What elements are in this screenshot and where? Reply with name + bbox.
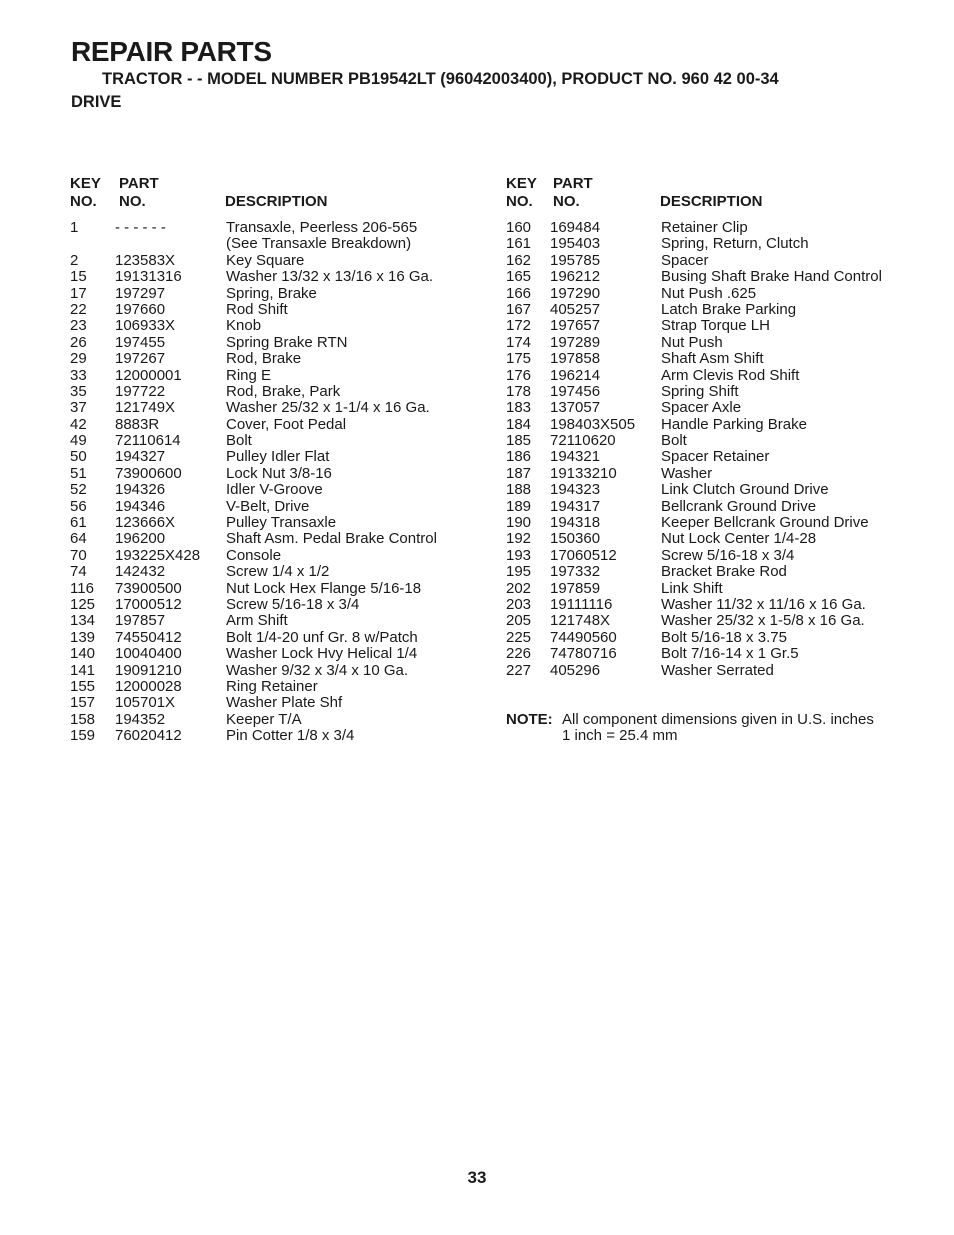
note-line1: All component dimensions given in U.S. inches [562, 711, 874, 728]
description-cell: Pulley Idler Flat [226, 448, 330, 466]
key-no-cell: 35 [70, 382, 87, 400]
part-no-cell: 12000028 [115, 677, 182, 695]
part-no-cell: 17060512 [550, 546, 617, 564]
description-cell: Link Clutch Ground Drive [661, 481, 829, 499]
part-no-cell: 197857 [115, 612, 166, 630]
part-no-cell: 19111116 [550, 595, 613, 613]
description-cell: Console [226, 546, 282, 564]
description-cell: Pulley Transaxle [226, 514, 337, 532]
table-row [506, 564, 926, 580]
parts-table-left [70, 175, 470, 745]
part-no-cell: 197660 [115, 300, 166, 318]
rows-left [70, 220, 470, 745]
key-no-cell: 187 [506, 464, 532, 482]
part-no-cell: 72110614 [115, 432, 181, 450]
table-row [70, 253, 470, 269]
description-cell: Spring Shift [661, 382, 739, 400]
table-row [70, 531, 470, 547]
description-cell: Rod, Brake, Park [226, 382, 341, 400]
part-no-cell: 12000001 [115, 366, 182, 384]
table-row [506, 302, 926, 318]
table-row [70, 302, 470, 318]
part-no-cell: 105701X [115, 694, 176, 712]
part-no-cell: - - - - - - [115, 219, 166, 236]
description-cell: Retainer Clip [661, 219, 748, 236]
part-no-cell: 197332 [550, 563, 601, 581]
key-no-cell: 175 [506, 350, 532, 368]
key-no-cell: 203 [506, 595, 532, 613]
table-row [70, 728, 470, 744]
part-no-cell: 76020412 [115, 727, 182, 745]
part-no-cell: 194346 [115, 497, 166, 515]
table-row [70, 564, 470, 580]
table-row [506, 499, 926, 515]
table-row [506, 417, 926, 433]
part-no-cell: 194352 [115, 710, 166, 728]
table-row [70, 236, 470, 252]
part-no-cell: 74490560 [550, 628, 617, 646]
part-no-cell: 123583X [115, 251, 176, 269]
description-cell: Shaft Asm. Pedal Brake Control [226, 530, 437, 548]
key-no-cell: 116 [70, 579, 94, 597]
description-cell: Screw 1/4 x 1/2 [226, 563, 330, 581]
key-no-cell: 52 [70, 481, 87, 499]
table-row [506, 220, 926, 236]
table-row [70, 581, 470, 597]
key-no-cell: 158 [70, 710, 96, 728]
part-no-cell: 197290 [550, 284, 601, 302]
description-cell: Lock Nut 3/8-16 [226, 464, 332, 482]
description-cell: (See Transaxle Breakdown) [226, 235, 412, 253]
key-header-line1: KEY [70, 175, 101, 192]
table-row [506, 663, 926, 679]
part-no-cell: 197858 [550, 350, 601, 368]
description-cell: Keeper Bellcrank Ground Drive [661, 514, 869, 532]
table-row [70, 335, 470, 351]
table-row [506, 269, 926, 285]
description-cell: Bolt [661, 432, 687, 450]
section-heading: DRIVE [71, 93, 122, 111]
key-no-cell: 74 [70, 563, 87, 581]
description-cell: Screw 5/16-18 x 3/4 [661, 546, 795, 564]
model-subtitle: TRACTOR - - MODEL NUMBER PB19542LT (96042003400), PRODUCT NO. 960 42 00-34 [102, 70, 779, 88]
description-cell: Pin Cotter 1/8 x 3/4 [226, 727, 355, 745]
key-no-cell: 186 [506, 448, 532, 466]
note-label: NOTE: [506, 711, 553, 728]
table-row [70, 269, 470, 285]
description-cell: Nut Lock Center 1/4-28 [661, 530, 817, 548]
table-row [506, 253, 926, 269]
description-cell: Nut Lock Hex Flange 5/16-18 [226, 579, 422, 597]
table-row [506, 597, 926, 613]
part-no-cell: 194323 [550, 481, 601, 499]
table-header [506, 175, 926, 212]
table-row [70, 286, 470, 302]
description-cell: Bolt 5/16-18 x 3.75 [661, 628, 787, 646]
key-no-cell: 17 [70, 284, 87, 302]
table-row [70, 630, 470, 646]
key-no-cell: 157 [70, 694, 96, 712]
table-row [70, 368, 470, 384]
table-row [506, 384, 926, 400]
key-no-cell: 183 [506, 399, 532, 417]
key-no-cell: 42 [70, 415, 87, 433]
description-cell: Washer Serrated [661, 661, 774, 679]
description-cell: Arm Shift [226, 612, 288, 630]
table-header [70, 175, 470, 212]
table-row [506, 531, 926, 547]
part-no-cell: 19133210 [550, 464, 617, 482]
key-no-cell: 50 [70, 448, 87, 466]
table-row [70, 515, 470, 531]
part-no-cell: 196200 [115, 530, 166, 548]
part-header-line2: NO. [119, 193, 146, 210]
description-cell: Washer Plate Shf [226, 694, 343, 712]
description-cell: Washer [661, 464, 713, 482]
parts-table-right [506, 175, 926, 679]
rows-right [506, 220, 926, 679]
description-header: DESCRIPTION [660, 193, 763, 210]
part-no-cell: 8883R [115, 415, 160, 433]
description-cell: Washer 25/32 x 1-5/8 x 16 Ga. [661, 612, 865, 630]
table-row [506, 335, 926, 351]
table-row [70, 384, 470, 400]
part-no-cell: 197455 [115, 333, 166, 351]
table-row [70, 400, 470, 416]
table-row [506, 286, 926, 302]
key-no-cell: 134 [70, 612, 96, 630]
description-cell: Washer 13/32 x 13/16 x 16 Ga. [226, 268, 434, 286]
description-cell: Bellcrank Ground Drive [661, 497, 817, 515]
key-no-cell: 139 [70, 628, 96, 646]
part-no-cell: 197859 [550, 579, 601, 597]
part-header-line1: PART [119, 175, 159, 192]
table-row [70, 482, 470, 498]
table-row [70, 646, 470, 662]
key-no-cell: 160 [506, 219, 532, 236]
part-no-cell: 195403 [550, 235, 601, 253]
table-row [506, 630, 926, 646]
part-no-cell: 73900600 [115, 464, 182, 482]
page-title: REPAIR PARTS [71, 36, 272, 67]
table-row [70, 695, 470, 711]
description-cell: Strap Torque LH [661, 317, 770, 335]
description-cell: Bolt [226, 432, 252, 450]
description-cell: Spacer Retainer [661, 448, 770, 466]
page-number: 33 [467, 1168, 487, 1187]
table-row [70, 597, 470, 613]
description-cell: Cover, Foot Pedal [226, 415, 347, 433]
description-cell: Knob [226, 317, 262, 335]
key-no-cell: 193 [506, 546, 532, 564]
key-no-cell: 29 [70, 350, 87, 368]
description-cell: Rod Shift [226, 300, 288, 318]
key-no-cell: 37 [70, 399, 87, 417]
key-no-cell: 176 [506, 366, 532, 384]
key-no-cell: 155 [70, 677, 96, 695]
key-no-cell: 226 [506, 645, 532, 663]
table-row [70, 499, 470, 515]
description-cell: Shaft Asm Shift [661, 350, 764, 368]
part-no-cell: 197456 [550, 382, 601, 400]
key-no-cell: 159 [70, 727, 96, 745]
table-row [506, 433, 926, 449]
key-no-cell: 161 [506, 235, 532, 253]
part-no-cell: 169484 [550, 219, 601, 236]
part-no-cell: 17000512 [115, 595, 182, 613]
description-cell: Washer 9/32 x 3/4 x 10 Ga. [226, 661, 409, 679]
description-cell: Nut Push [661, 333, 723, 351]
description-cell: Bolt 1/4-20 unf Gr. 8 w/Patch [226, 628, 418, 646]
table-row [506, 236, 926, 252]
description-cell: Arm Clevis Rod Shift [661, 366, 800, 384]
description-cell: Washer 11/32 x 11/16 x 16 Ga. [661, 595, 866, 613]
description-cell: Idler V-Groove [226, 481, 323, 499]
note-line2: 1 inch = 25.4 mm [562, 727, 678, 745]
table-row [70, 449, 470, 465]
key-no-cell: 185 [506, 432, 532, 450]
key-no-cell: 70 [70, 546, 87, 564]
key-no-cell: 167 [506, 300, 532, 318]
part-no-cell: 121749X [115, 399, 176, 417]
part-no-cell: 198403X505 [550, 415, 636, 433]
part-no-cell: 405257 [550, 300, 601, 318]
part-no-cell: 196214 [550, 366, 601, 384]
key-no-cell: 189 [506, 497, 532, 515]
key-no-cell: 202 [506, 579, 532, 597]
part-no-cell: 197297 [115, 284, 166, 302]
part-no-cell: 137057 [550, 399, 601, 417]
table-row [70, 351, 470, 367]
key-header-line1: KEY [506, 175, 537, 192]
table-row [506, 482, 926, 498]
description-cell: Keeper T/A [226, 710, 302, 728]
table-row [506, 318, 926, 334]
table-row [70, 466, 470, 482]
key-no-cell: 33 [70, 366, 87, 384]
description-cell: Transaxle, Peerless 206-565 [226, 219, 418, 236]
part-no-cell: 194318 [550, 514, 601, 532]
part-no-cell: 10040400 [115, 645, 182, 663]
description-cell: Ring E [226, 366, 272, 384]
table-row [70, 548, 470, 564]
part-no-cell: 73900500 [115, 579, 182, 597]
description-header: DESCRIPTION [225, 193, 328, 210]
table-row [70, 679, 470, 695]
key-header-line2: NO. [70, 193, 97, 210]
description-cell: Screw 5/16-18 x 3/4 [226, 595, 360, 613]
key-no-cell: 23 [70, 317, 87, 335]
key-no-cell: 26 [70, 333, 87, 351]
table-row [70, 220, 470, 236]
part-no-cell: 150360 [550, 530, 601, 548]
key-no-cell: 195 [506, 563, 532, 581]
description-cell: Washer Lock Hvy Helical 1/4 [226, 645, 418, 663]
part-no-cell: 405296 [550, 661, 601, 679]
key-no-cell: 51 [70, 464, 87, 482]
key-no-cell: 178 [506, 382, 532, 400]
key-no-cell: 64 [70, 530, 87, 548]
key-no-cell: 140 [70, 645, 96, 663]
key-no-cell: 227 [506, 661, 532, 679]
part-no-cell: 197722 [115, 382, 166, 400]
key-no-cell: 162 [506, 251, 532, 269]
part-no-cell: 19091210 [115, 661, 182, 679]
part-no-cell: 19131316 [115, 268, 182, 286]
part-no-cell: 106933X [115, 317, 176, 335]
part-no-cell: 123666X [115, 514, 176, 532]
table-row [70, 318, 470, 334]
part-no-cell: 195785 [550, 251, 601, 269]
table-row [506, 548, 926, 564]
key-no-cell: 174 [506, 333, 532, 351]
description-cell: Handle Parking Brake [661, 415, 807, 433]
part-no-cell: 196212 [550, 268, 601, 286]
table-row [70, 417, 470, 433]
key-no-cell: 56 [70, 497, 87, 515]
table-row [506, 400, 926, 416]
table-row [70, 613, 470, 629]
description-cell: Spacer Axle [661, 399, 742, 417]
table-row [506, 646, 926, 662]
key-no-cell: 172 [506, 317, 532, 335]
part-no-cell: 72110620 [550, 432, 616, 450]
table-row [506, 449, 926, 465]
key-no-cell: 15 [70, 268, 87, 286]
part-no-cell: 121748X [550, 612, 611, 630]
description-cell: V-Belt, Drive [226, 497, 310, 515]
table-row [506, 368, 926, 384]
description-cell: Bolt 7/16-14 x 1 Gr.5 [661, 645, 799, 663]
description-cell: Spring Brake RTN [226, 333, 348, 351]
description-cell: Ring Retainer [226, 677, 318, 695]
part-no-cell: 194327 [115, 448, 166, 466]
table-row [506, 515, 926, 531]
key-header-line2: NO. [506, 193, 533, 210]
description-cell: Busing Shaft Brake Hand Control [661, 268, 882, 286]
description-cell: Spring, Return, Clutch [661, 235, 809, 253]
key-no-cell: 225 [506, 628, 532, 646]
part-no-cell: 197657 [550, 317, 601, 335]
description-cell: Nut Push .625 [661, 284, 757, 302]
table-row [506, 466, 926, 482]
table-row [506, 351, 926, 367]
part-header-line1: PART [553, 175, 593, 192]
part-no-cell: 197267 [115, 350, 166, 368]
table-row [70, 433, 470, 449]
part-no-cell: 194317 [550, 497, 601, 515]
key-no-cell: 165 [506, 268, 532, 286]
key-no-cell: 2 [70, 251, 79, 269]
key-no-cell: 141 [70, 661, 96, 679]
part-no-cell: 142432 [115, 563, 166, 581]
key-no-cell: 61 [70, 514, 87, 532]
key-no-cell: 205 [506, 612, 532, 630]
part-no-cell: 194321 [550, 448, 601, 466]
description-cell: Latch Brake Parking [661, 300, 797, 318]
part-header-line2: NO. [553, 193, 580, 210]
description-cell: Washer 25/32 x 1-1/4 x 16 Ga. [226, 399, 430, 417]
part-no-cell: 74780716 [550, 645, 617, 663]
key-no-cell: 1 [70, 219, 79, 236]
key-no-cell: 184 [506, 415, 532, 433]
description-cell: Bracket Brake Rod [661, 563, 787, 581]
key-no-cell: 125 [70, 595, 96, 613]
key-no-cell: 192 [506, 530, 532, 548]
table-row [70, 663, 470, 679]
description-cell: Key Square [226, 251, 305, 269]
key-no-cell: 22 [70, 300, 87, 318]
part-no-cell: 197289 [550, 333, 601, 351]
part-no-cell: 74550412 [115, 628, 182, 646]
description-cell: Rod, Brake [226, 350, 302, 368]
key-no-cell: 188 [506, 481, 532, 499]
description-cell: Spacer [661, 251, 709, 269]
part-no-cell: 193225X428 [115, 546, 201, 564]
description-cell: Link Shift [661, 579, 723, 597]
table-row [506, 613, 926, 629]
table-row [506, 581, 926, 597]
key-no-cell: 49 [70, 432, 87, 450]
key-no-cell: 190 [506, 514, 532, 532]
description-cell: Spring, Brake [226, 284, 317, 302]
key-no-cell: 166 [506, 284, 532, 302]
part-no-cell: 194326 [115, 481, 166, 499]
table-row [70, 712, 470, 728]
